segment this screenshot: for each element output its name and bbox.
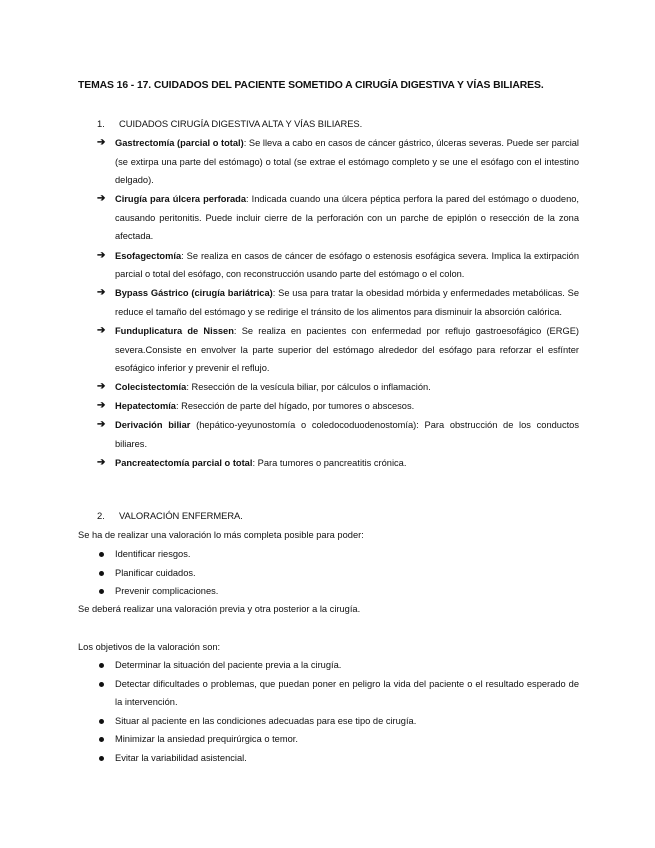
list-item (97, 454, 579, 473)
surgery-list (97, 134, 579, 473)
arrow-icon: ➔ (97, 381, 106, 393)
section-1-heading (97, 118, 362, 129)
item-term: Derivación biliar (115, 420, 191, 431)
arrow-icon: ➔ (97, 457, 106, 469)
item-text: : Resección de parte del hígado, por tumores o abscesos. (175, 401, 415, 412)
bullet-icon (99, 552, 104, 557)
bullet-text: Evitar la variabilidad asistencial. (115, 752, 247, 763)
item-term: Esofagectomía (115, 250, 182, 261)
list-item (97, 416, 579, 453)
section-2-heading-text: VALORACIÓN ENFERMERA. (119, 510, 243, 521)
arrow-icon: ➔ (97, 287, 106, 299)
bullet-text: Prevenir complicaciones. (115, 586, 219, 597)
item-text: : Resección de la vesícula biliar, por cálculos o inflamación. (186, 382, 431, 393)
section-2-number: 2. (97, 510, 105, 521)
bullet-icon (99, 737, 104, 742)
bullet-text: Minimizar la ansiedad prequirúrgica o temor. (115, 734, 298, 745)
list-item (97, 322, 579, 378)
bullet-icon (99, 682, 104, 687)
item-term: Cirugía para úlcera perforada (115, 194, 247, 205)
bullet-text: Determinar la situación del paciente previa a la cirugía. (115, 660, 342, 670)
objectives-intro: Los objetivos de la valoración son: (78, 642, 221, 652)
section-2-heading (97, 510, 243, 521)
arrow-icon: ➔ (97, 137, 106, 148)
bullet-icon (99, 571, 104, 576)
list-item (97, 378, 579, 397)
arrow-icon: ➔ (97, 249, 106, 261)
bullet-text: Detectar dificultades o problemas, que puedan poner en peligro la vida del paciente o el resultado esperado de la intervención. (115, 678, 579, 708)
list-item (97, 284, 579, 321)
item-term: Pancreatectomía parcial o total (115, 458, 253, 469)
list-item (97, 582, 579, 601)
item-term: Gastrectomía (parcial o total) (115, 138, 244, 148)
list-item (97, 749, 579, 768)
item-term: Colecistectomía (115, 382, 187, 393)
item-text: (hepático-yeyunostomía o coledocoduodenostomía): Para obstrucción de los conductos biliares. (115, 420, 580, 449)
item-text: : Se lleva a cabo en casos de cáncer gástrico, úlceras severas. Puede ser parcial (se extirpa una parte del estómago) o total (se extrae el estómago completo y se une el esófago con el intestino delgado). (115, 138, 579, 186)
bullet-icon (99, 589, 104, 594)
arrow-icon: ➔ (97, 324, 106, 336)
list-item (97, 712, 579, 731)
item-text: : Se realiza en casos de cáncer de esófago o estenosis esofágica severa. Implica la extirpación parcial o total del esófago, con reconstrucción usando parte del estómago o el colon. (115, 250, 579, 280)
item-text: : Se realiza en pacientes con enfermedad por reflujo gastroesofágico (ERGE) severa.Consiste en envolver la parte superior del estómago alrededor del esófago para reforzar el esfínter esofágico inferior y prevenir el reflujo. (115, 325, 579, 374)
arrow-icon: ➔ (97, 193, 106, 205)
list-item (97, 397, 579, 416)
item-text: : Para tumores o pancreatitis crónica. (252, 458, 407, 469)
bullet-text: Planificar cuidados. (115, 567, 196, 578)
assessment-bullets (97, 545, 579, 601)
item-term: Bypass Gástrico (cirugía bariátrica) (115, 288, 273, 299)
list-item (97, 545, 579, 564)
section-1-heading-text: CUIDADOS CIRUGÍA DIGESTIVA ALTA Y VÍAS BILIARES. (119, 118, 363, 129)
item-term: Hepatectomía (115, 401, 176, 412)
page-title: TEMAS 16 - 17. CUIDADOS DEL PACIENTE SOMETIDO A CIRUGÍA DIGESTIVA Y VÍAS BILIARES. (78, 80, 544, 91)
bullet-icon (99, 719, 104, 724)
list-item (97, 564, 579, 583)
item-term: Funduplicatura de Nissen (115, 325, 234, 336)
item-text: : Se usa para tratar la obesidad mórbida y enfermedades metabólicas. Se reduce el tamaño del estómago y se redirige el tránsito de los alimentos para disminuir la absorción calórica. (115, 288, 579, 317)
bullet-text: Identificar riesgos. (115, 549, 191, 559)
list-item (97, 675, 579, 712)
bullet-icon (99, 663, 104, 668)
bullet-icon (99, 756, 104, 761)
arrow-icon: ➔ (97, 400, 106, 412)
list-item (97, 247, 579, 284)
bullet-text: Situar al paciente en las condiciones adecuadas para ese tipo de cirugía. (115, 715, 417, 726)
assessment-intro: Se ha de realizar una valoración lo más completa posible para poder: (78, 530, 364, 540)
item-text: : Indicada cuando una úlcera péptica perfora la pared del estómago o duodeno, causando peritonitis. Puede incluir cierre de la perforación con un parche de epiplón o resección de la zona afectada. (115, 194, 579, 242)
list-item (97, 190, 579, 246)
list-item (97, 134, 579, 190)
list-item (97, 730, 579, 749)
objectives-list (97, 656, 579, 768)
list-item (97, 656, 579, 675)
assessment-note: Se deberá realizar una valoración previa y otra posterior a la cirugía. (78, 604, 361, 614)
arrow-icon: ➔ (97, 419, 106, 431)
section-1-number: 1. (97, 118, 105, 129)
